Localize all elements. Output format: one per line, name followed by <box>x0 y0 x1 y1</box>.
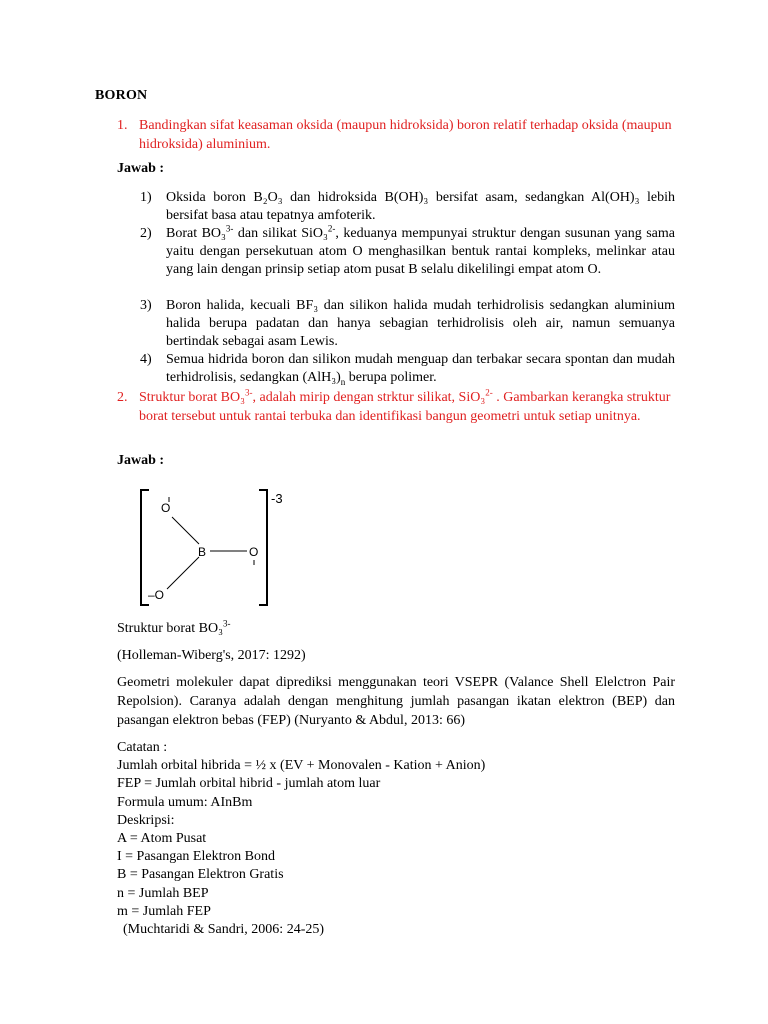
answer-item-2 <box>140 225 675 279</box>
vsepr-paragraph: Geometri molekuler dapat diprediksi menggunakan teori VSEPR (Valance Shell Elelctron Pair Repolsion). Caranya adalah dengan menghitung jumlah pasangan ikatan elektron (BEP) dan pasangan elektron bebas (FEP) (Nuryanto & Abdul, 2013: 66) <box>117 675 675 728</box>
answer-text: Boron halida, kecuali BF₃ dan silikon halida mudah terhidrolisis sedangkan aluminium halida berupa padatan dan hanya sebagian terhidrolisis oleh air, namun semuanya bertindak sebagai asam Lewis. <box>166 298 675 349</box>
atom-b: B <box>198 545 207 559</box>
charge-label: -3 <box>271 491 283 506</box>
bond-b-o-left <box>167 557 199 589</box>
answer-item-3 <box>140 297 675 351</box>
answer-text: Oksida boron B₂O₃ dan hidroksida B(OH)₃ bersifat asam, sedangkan Al(OH)₃ lebih bersifat basa atau tepatnya amfoterik. <box>166 190 675 223</box>
question-text: Bandingkan sifat keasaman oksida (maupun hidroksida) boron relatif terhadap oksida (maupun hidroksida) aluminium. <box>139 118 672 152</box>
question-1 <box>117 116 677 154</box>
answer-label: Jawab : <box>117 161 165 176</box>
answer-label: Jawab : <box>117 453 165 468</box>
question-text: Struktur borat BO₃$^{3-}$, adalah mirip dengan strktur silikat, SiO₃$^{2-}$ . Gambarkan kerangka struktur borat tersebut untuk rantai terbuka dan identifikasi bangun geometri untuk setiap unitnya. <box>139 387 671 424</box>
notes-line: m = Jumlah FEP <box>117 903 211 919</box>
right-bracket <box>259 490 267 605</box>
question-number: 2. <box>117 390 128 405</box>
notes-line: n = Jumlah BEP <box>117 885 209 901</box>
answer-number: 1) <box>140 190 152 205</box>
notes-title: Catatan : <box>117 740 168 755</box>
notes-line: B = Pasangan Elektron Gratis <box>117 867 284 883</box>
notes-line: I = Pasangan Elektron Bond <box>117 849 275 865</box>
atom-o-left: –O <box>148 588 165 602</box>
notes-line: Jumlah orbital hibrida = ½ x (EV + Monovalen - Kation + Anion) <box>117 758 486 774</box>
atom-o-top: O <box>161 501 171 515</box>
atom-o-right: O <box>249 545 259 559</box>
answer-number: 2) <box>140 226 152 241</box>
notes-line: Formula umum: AInBm <box>117 794 253 810</box>
answer-item-1 <box>140 189 675 225</box>
diagram-caption: Struktur borat BO₃$^{3-}$ <box>117 618 231 636</box>
reference-muchtaridi: (Muchtaridi & Sandri, 2006: 24-25) <box>123 922 325 938</box>
borate-structure-diagram <box>135 487 305 609</box>
section-heading: BORON <box>95 88 148 103</box>
answer-number: 3) <box>140 298 152 313</box>
answer-text: Semua hidrida boron dan silikon mudah menguap dan terbakar secara spontan dan mudah terhidrolisis, sedangkan $(AlH_3)_n$ berupa polimer. <box>166 352 675 387</box>
notes-line: A = Atom Pusat <box>117 831 207 847</box>
notes-block <box>117 739 677 939</box>
notes-line: FEP = Jumlah orbital hibrid - jumlah atom luar <box>117 776 381 792</box>
reference-holleman: (Holleman-Wiberg's, 2017: 1292) <box>117 648 306 663</box>
bond-b-o-top <box>172 517 199 544</box>
question-2 <box>117 388 677 426</box>
question-number: 1. <box>117 118 128 133</box>
answer-item-4 <box>140 351 675 387</box>
notes-line: Deskripsi: <box>117 812 175 828</box>
answer-text: Borat BO₃$^{3-}$ dan silikat SiO₃$^{2-}$, keduanya mempunyai struktur dengan susunan yang sama yaitu dengan persekutuan atom O menghasilkan bentuk rantai kompleks, melinkar atau yang lain dengan prinsip setiap atom pusat B selalu dikelilingi empat atom O. <box>166 223 676 277</box>
answer-number: 4) <box>140 352 152 367</box>
